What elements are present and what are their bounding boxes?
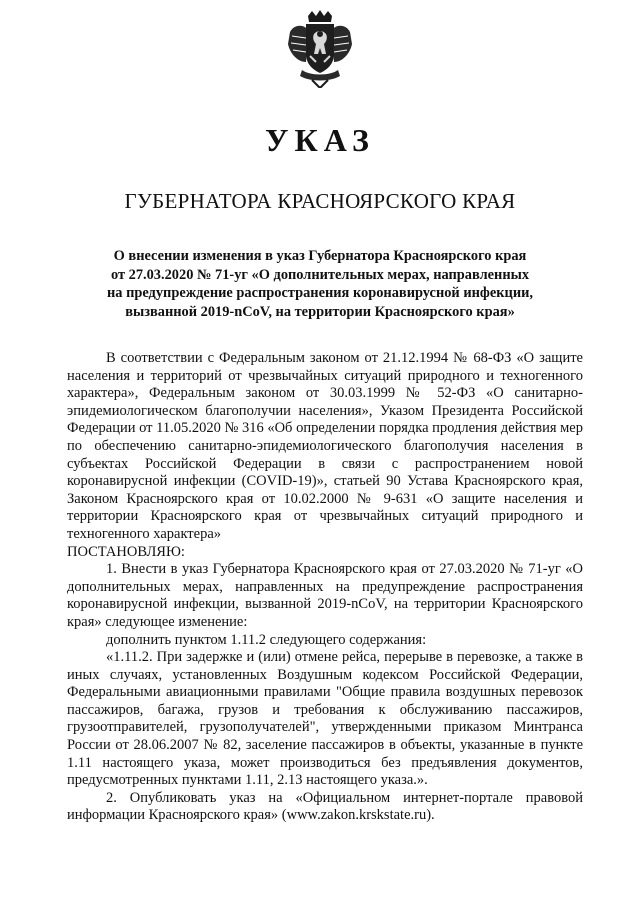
preamble-paragraph: В соответствии с Федеральным законом от 21.12.1994 № 68-ФЗ «О защите населения и территорий от чрезвычайных ситуаций природного и техногенного характера», Федеральным законом от 30.03.1999 № 52-ФЗ «О санитарно-эпидемиологическом благополучии населения», Указом Президента Российской Федерации от 11.05.2020 № 316 «Об определении порядка продления действия мер по обеспечению санитарно-эпидемиологического благополучия населения в субъектах Российской Федерации в связи с распространением новой коронавирусной инфекции (COVID-19)», статьей 90 Устава Красноярского края, Законом Красноярского края от 10.02.2000 № 9-631 «О защите населения и территории Красноярского края от чрезвычайных ситуаций природного и техногенного характера» bbox=[67, 350, 583, 542]
decree-word: ПОСТАНОВЛЯЮ: bbox=[67, 543, 185, 560]
heading-line: от 27.03.2020 № 71-уг «О дополнительных мерах, направленных bbox=[110, 266, 530, 283]
decree-heading bbox=[70, 247, 570, 321]
decree-body bbox=[67, 350, 583, 825]
item-1-sub-paragraph: дополнить пунктом 1.11.2 следующего содержания: bbox=[106, 631, 427, 648]
item-1-quote-paragraph: «1.11.2. При задержке и (или) отмене рейса, перерыве в перевозке, а также в иных случаях, установленных Воздушным кодексом Российской Федерации, Федеральными авиационными правилами "Общие правила воздушных перевозок пассажиров, багажа, грузов и требования к обслуживанию пассажиров, грузоотправителей, грузополучателей", утвержденными приказом Минтранса России от 28.06.2007 № 82, заселение пассажиров в объекты, указанные в пункте 1.11 настоящего указа, может производиться без предъявления документов, предусмотренных пунктами 1.11, 2.13 настоящего указа.». bbox=[67, 649, 583, 789]
coat-of-arms-emblem bbox=[284, 10, 356, 88]
heading-line: О внесении изменения в указ Губернатора Красноярского края bbox=[113, 248, 527, 264]
document-title: УКАЗ bbox=[265, 122, 375, 158]
item-2-paragraph: 2. Опубликовать указ на «Официальном интернет-портале правовой информации Красноярского края» (www.zakon.krskstate.ru). bbox=[67, 789, 583, 824]
item-1-paragraph: 1. Внести в указ Губернатора Красноярского края от 27.03.2020 № 71-уг «О дополнительных мерах, направленных на предупреждение распространения коронавирусной инфекции, вызванной 2019-nCoV, на территории Красноярского края» следующее изменение: bbox=[67, 561, 583, 630]
heading-line: вызванной 2019-nCoV, на территории Красноярского края» bbox=[125, 303, 515, 320]
issuer-subtitle: ГУБЕРНАТОРА КРАСНОЯРСКОГО КРАЯ bbox=[124, 189, 516, 213]
heading-line: на предупреждение распространения коронавирусной инфекции, bbox=[106, 285, 534, 301]
